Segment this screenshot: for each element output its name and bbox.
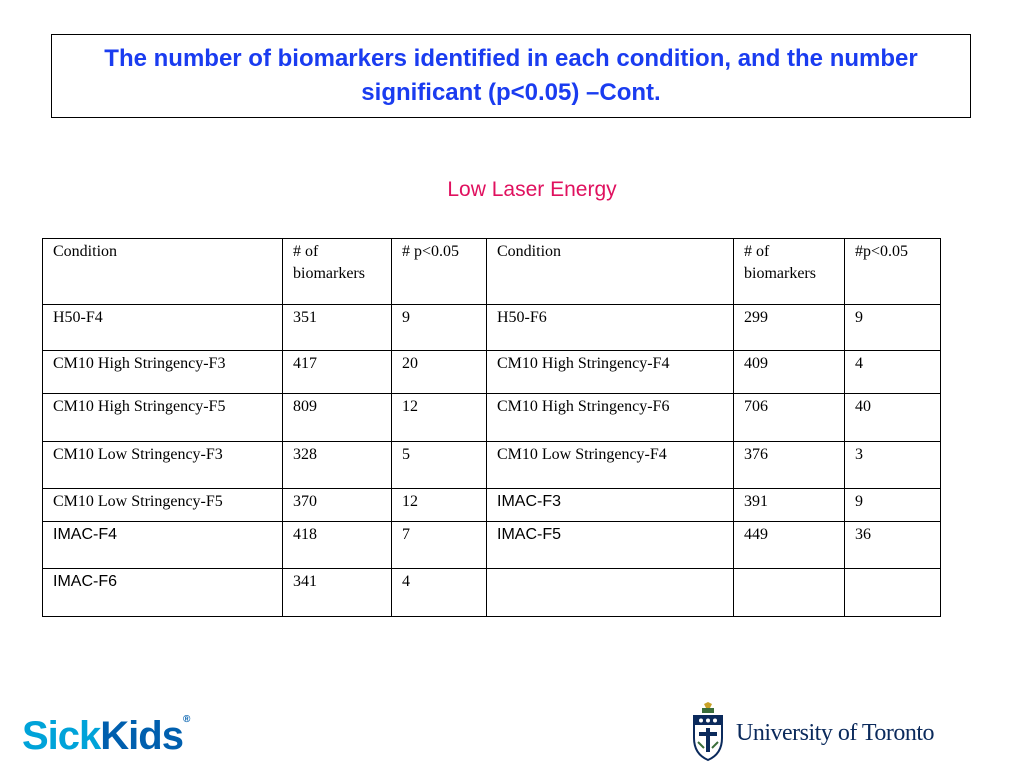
table-row — [43, 522, 941, 569]
table-cell: CM10 High Stringency-F4 — [487, 351, 734, 394]
page-subtitle: Low Laser Energy — [447, 178, 617, 201]
trademark-mark: ® — [182, 714, 190, 725]
table-cell: 4 — [392, 569, 487, 617]
table-cell: 299 — [734, 305, 845, 351]
table-row — [43, 489, 941, 522]
sickkids-logo — [22, 714, 189, 764]
biomarker-table — [42, 238, 941, 617]
table-cell: 7 — [392, 522, 487, 569]
table-cell: 706 — [734, 394, 845, 442]
table-cell: 809 — [283, 394, 392, 442]
table-row — [43, 305, 941, 351]
table-cell: 12 — [392, 489, 487, 522]
table-cell — [845, 569, 941, 617]
table-cell — [734, 569, 845, 617]
table-cell: 376 — [734, 442, 845, 489]
table-cell: 3 — [845, 442, 941, 489]
sickkids-logo-sick: Sick — [22, 714, 101, 758]
table-cell: 9 — [845, 305, 941, 351]
table-cell: 418 — [283, 522, 392, 569]
table-cell: CM10 High Stringency-F6 — [487, 394, 734, 442]
table-cell: 328 — [283, 442, 392, 489]
table-row — [43, 394, 941, 442]
column-header: Condition — [487, 239, 734, 305]
table-cell: 391 — [734, 489, 845, 522]
column-header: # of biomarkers — [283, 239, 392, 305]
table-cell: 12 — [392, 394, 487, 442]
uoft-wordmark: University of Toronto — [736, 719, 935, 746]
university-crest-icon — [690, 702, 726, 764]
table-cell: CM10 Low Stringency-F3 — [43, 442, 283, 489]
table-cell: IMAC-F5 — [487, 522, 734, 569]
sickkids-logo-kids: Kids — [100, 714, 183, 758]
table-cell: 40 — [845, 394, 941, 442]
column-header: Condition — [43, 239, 283, 305]
column-header: # of biomarkers — [734, 239, 845, 305]
table-cell: 370 — [283, 489, 392, 522]
table-cell: H50-F4 — [43, 305, 283, 351]
table-cell: 9 — [845, 489, 941, 522]
table-cell: 351 — [283, 305, 392, 351]
table-cell: IMAC-F3 — [487, 489, 734, 522]
uoft-logo — [690, 702, 934, 764]
table-row — [43, 569, 941, 617]
table-cell: 417 — [283, 351, 392, 394]
table-cell: 5 — [392, 442, 487, 489]
table-row — [43, 442, 941, 489]
table-cell: 36 — [845, 522, 941, 569]
table-cell: 4 — [845, 351, 941, 394]
table-cell: 449 — [734, 522, 845, 569]
table-cell: 20 — [392, 351, 487, 394]
table-cell: CM10 Low Stringency-F4 — [487, 442, 734, 489]
page-title: The number of biomarkers identified in each condition, and the number significant (p<0.05) –Cont. — [104, 45, 918, 106]
table-header-row — [43, 239, 941, 305]
table-cell: 341 — [283, 569, 392, 617]
table-row — [43, 351, 941, 394]
table-cell: CM10 Low Stringency-F5 — [43, 489, 283, 522]
table-cell: 9 — [392, 305, 487, 351]
column-header: #p<0.05 — [845, 239, 941, 305]
table-cell — [487, 569, 734, 617]
table-cell: IMAC-F4 — [43, 522, 283, 569]
table-cell: CM10 High Stringency-F5 — [43, 394, 283, 442]
table-cell: IMAC-F6 — [43, 569, 283, 617]
column-header: # p<0.05 — [392, 239, 487, 305]
table-cell: H50-F6 — [487, 305, 734, 351]
table-cell: 409 — [734, 351, 845, 394]
table-cell: CM10 High Stringency-F3 — [43, 351, 283, 394]
title-box — [51, 34, 971, 118]
